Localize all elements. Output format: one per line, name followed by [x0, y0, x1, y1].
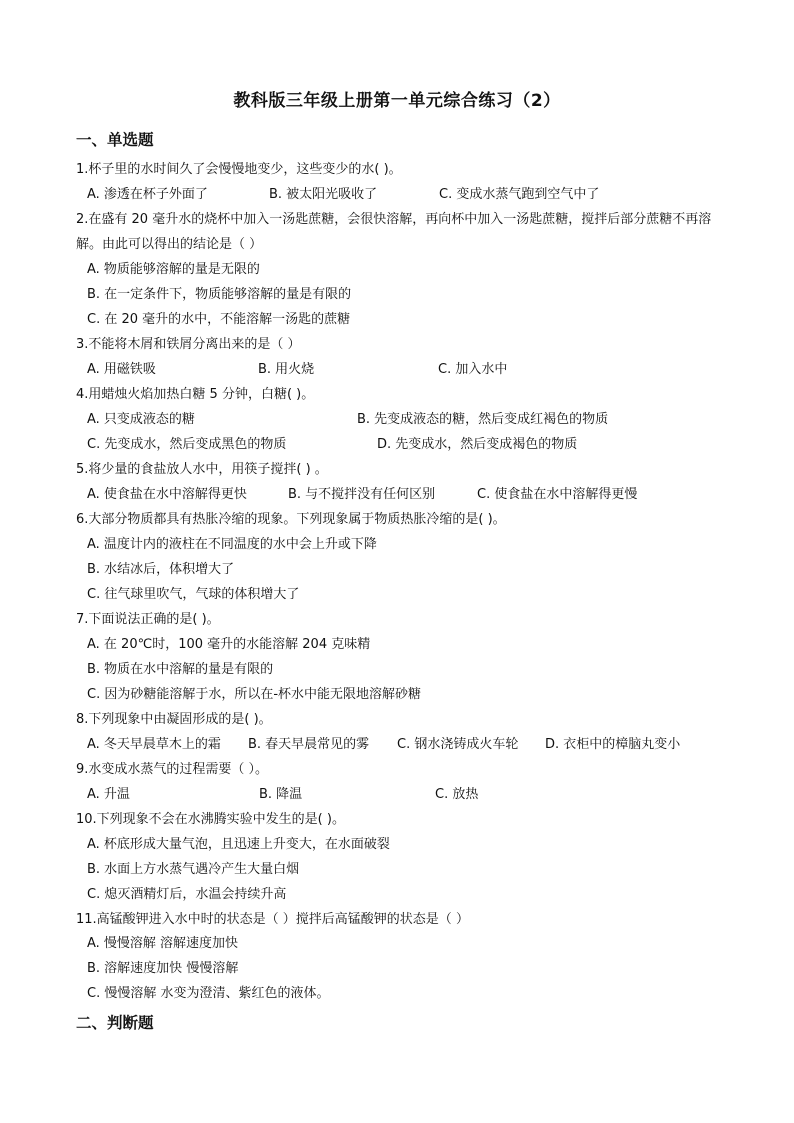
question-option: A. 只变成液态的糖 — [87, 412, 195, 427]
question-option: B. 水面上方水蒸气遇冷产生大量白烟 — [87, 862, 300, 877]
question-stem: 10.下列现象不会在水沸腾实验中发生的是( )。 — [76, 812, 345, 827]
question-option: B. 水结冰后，体积增大了 — [87, 562, 235, 577]
question-option: C. 使食盐在水中溶解得更慢 — [477, 487, 638, 502]
question-option: C. 慢慢溶解 水变为澄清、紫红色的液体。 — [87, 986, 330, 1001]
question-option: D. 衣柜中的樟脑丸变小 — [545, 737, 681, 752]
question-option: A. 使食盐在水中溶解得更快 — [87, 487, 247, 502]
question-stem: 11.高锰酸钾进入水中时的状态是（ ）搅拌后高锰酸钾的状态是（ ） — [76, 912, 469, 927]
question-option: A. 物质能够溶解的量是无限的 — [87, 262, 260, 277]
section-heading-single-choice: 一、单选题 — [76, 131, 154, 149]
question-option: C. 钢水浇铸成火车轮 — [397, 737, 519, 752]
question-option: C. 往气球里吹气，气球的体积增大了 — [87, 587, 300, 602]
question-option: B. 用火烧 — [258, 362, 315, 377]
question-stem: 8.下列现象中由凝固形成的是( )。 — [76, 712, 272, 727]
question-stem: 6.大部分物质都具有热胀冷缩的现象。下列现象属于物质热胀冷缩的是( )。 — [76, 512, 506, 527]
question-option: B. 溶解速度加快 慢慢溶解 — [87, 961, 239, 976]
question-option: C. 在 20 毫升的水中，不能溶解一汤匙的蔗糖 — [87, 312, 351, 327]
question-option: B. 先变成液态的糖，然后变成红褐色的物质 — [357, 412, 609, 427]
question-option: B. 与不搅拌没有任何区别 — [288, 487, 436, 502]
question-option: B. 春天早晨常见的雾 — [248, 737, 370, 752]
question-option: A. 用磁铁吸 — [87, 362, 156, 377]
question-option: C. 放热 — [435, 787, 479, 802]
question-stem: 5.将少量的食盐放人水中，用筷子搅拌( ) 。 — [76, 462, 328, 477]
question-option: A. 杯底形成大量气泡，且迅速上升变大，在水面破裂 — [87, 837, 390, 852]
question-stem: 4.用蜡烛火焰加热白糖 5 分钟，白糖( )。 — [76, 387, 315, 402]
document-title: 教科版三年级上册第一单元综合练习（2） — [233, 91, 561, 111]
question-option: C. 因为砂糖能溶解于水，所以在-杯水中能无限地溶解砂糖 — [87, 687, 422, 702]
question-option: C. 变成水蒸气跑到空气中了 — [439, 187, 600, 202]
question-stem: 7.下面说法正确的是( )。 — [76, 612, 220, 627]
question-option: A. 升温 — [87, 787, 130, 802]
question-option: C. 加入水中 — [438, 362, 508, 377]
question-option: D. 先变成水，然后变成褐色的物质 — [377, 437, 578, 452]
question-option: A. 渗透在杯子外面了 — [87, 187, 208, 202]
question-stem: 3.不能将木屑和铁屑分离出来的是（ ） — [76, 337, 301, 352]
question-stem: 2.在盛有 20 毫升水的烧杯中加入一汤匙蔗糖，会很快溶解，再向杯中加入一汤匙蔗糖，搅拌后部分蔗糖不再溶解。由此可以得出的结论是（ ） — [76, 212, 712, 252]
question-option: A. 在 20℃时，100 毫升的水能溶解 204 克味精 — [87, 637, 371, 652]
question-stem: 1.杯子里的水时间久了会慢慢地变少，这些变少的水( )。 — [76, 162, 402, 177]
question-option: A. 温度计内的液柱在不同温度的水中会上升或下降 — [87, 537, 377, 552]
section-heading-true-false: 二、判断题 — [76, 1014, 154, 1032]
question-option: C. 先变成水，然后变成黑色的物质 — [87, 437, 287, 452]
question-option: B. 在一定条件下，物质能够溶解的量是有限的 — [87, 287, 352, 302]
question-option: C. 熄灭酒精灯后，水温会持续升高 — [87, 887, 287, 902]
question-option: A. 慢慢溶解 溶解速度加快 — [87, 936, 239, 951]
question-option: B. 降温 — [259, 787, 303, 802]
question-option: B. 物质在水中溶解的量是有限的 — [87, 662, 274, 677]
question-stem: 9.水变成水蒸气的过程需要（ ）。 — [76, 762, 269, 777]
question-option: A. 冬天早晨草木上的霜 — [87, 737, 221, 752]
question-option: B. 被太阳光吸收了 — [269, 187, 378, 202]
